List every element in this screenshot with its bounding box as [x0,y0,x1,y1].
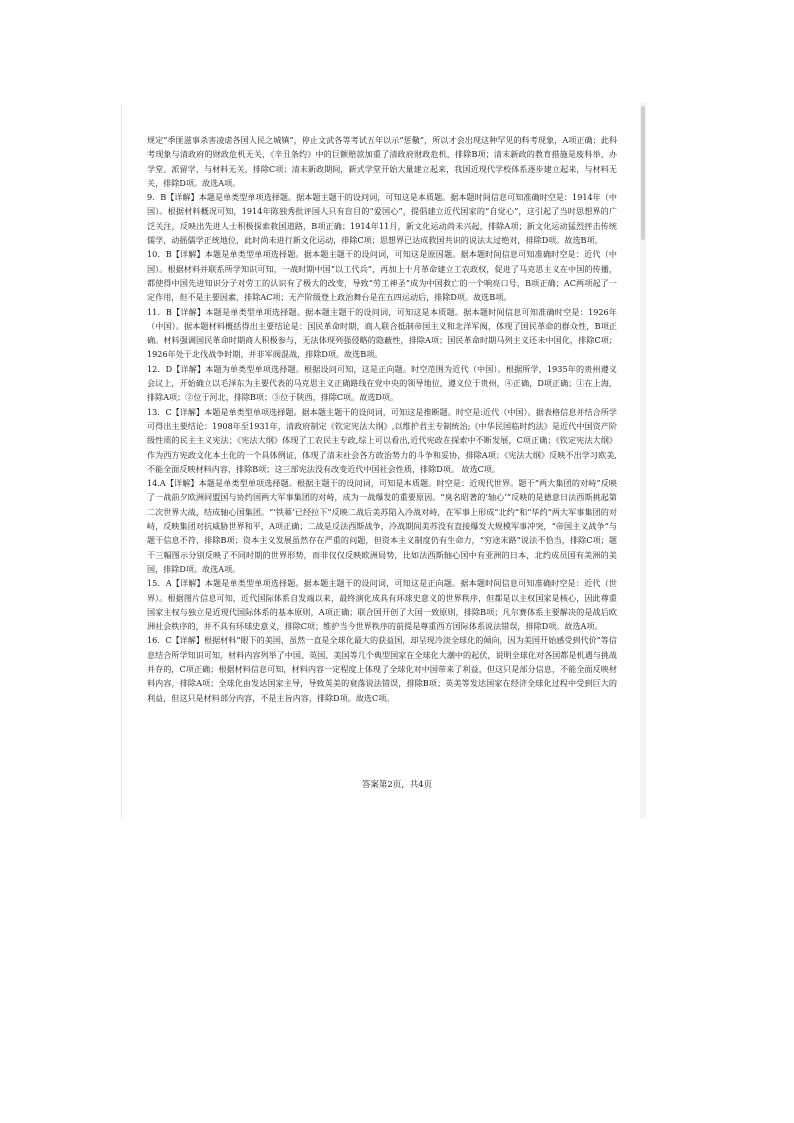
paragraph-13: 13．C【详解】本题是单类型单项选择题。据本题主题干的设问词，可知这是推断题。时空是:近代（中国）。据表格信息并结合所学可得出主要结论：1908年至1931年，清政府制定《钦定宪法大纲》,以维护君主专制统治;《中华民国临时约法》是近代中国资产阶级性质的民主主义宪法；《宪法大纲》体现了工农民主专政,综上可以看出,近代宪政在探索中不断发展，C项正确；《钦定宪法大纲》作为西方宪政文化本土化的一个具体例证，体现了清末社会各方政治势力的斗争和妥协，排除A项；《宪法大纲》反映不出学习欧美,不能全面反映材料内容，排除B项；这三部宪法没有改变近代中国社会性质，排除D项。 故选C项。 [147,406,617,474]
answer-text [147,133,617,705]
paragraph-10: 10．B【详解】本题是单类型单项选择题。据本题主题干的设问词，可知这是原因题。据本题时间信息可知准确时空是：近代（中国）。根据材料并联系所学知识可知，一战时期中国“以工代兵”，再加上十月革命建立工农政权，促进了马克思主义在中国的传播，都使得中国先进知识分子对劳工的认识有了极大的改变，导致“劳工神圣”成为中国救亡的一个响亮口号，B项正确；AC两项起了一定作用，但不是主要因素，排除AC项；无产阶级登上政治舞台是在五四运动后，排除D项。故选B项。 [147,249,617,303]
page-footer: 答案第2页，共4页 [361,780,433,790]
paragraph-12: 12．D【详解】本题为单类型单项选择题。根据设问可知，这是正向题。时空范围为近代（中国）。根据所学，1935年的贵州遵义会议上，开始确立以毛泽东为主要代表的马克思主义正确路线在党中央的领导地位，遵义位于贵州，④正确，D项正确；①在上海，排除A项；②位于河北，排除B项；③位于陕西，排除C项。故选D项。 [147,363,617,403]
paragraph-14: 14.A【详解】本题是单类型单项选择题。根据主题干的设问词，可知是本质题。时空是：近现代世界。题干“两大集团的对峙”反映了一战前夕欧洲同盟国与协约国两大军事集团的对峙，成为一战爆发的重要原因。“臭名昭著的‘轴心’”反映的是德意日法西斯挑起第二次世界大战，结成轴心国集团。“‘铁幕’已经拉下”反映二战后美苏陷入冷战对峙，在军事上形成“北约”和“华约”两大军事集团的对峙，反映集团对抗威胁世界和平，A项正确；二战是反法西斯战争，冷战期间美苏没有直接爆发大规模军事冲突，“帝国主义战争”与题干信息不符，排除B项；资本主义发展虽然存在严重的问题，但资本主义制度仍有生命力，“穷途末路”说法不恰当，排除C项；题干三幅图示分别反映了不同时期的世界形势，而非仅仅反映欧洲局势，比如法西斯轴心国中有亚洲的日本，北约成员国有美洲的美国，排除D项。故选A项。 [147,478,617,574]
scrollbar-thumb[interactable] [641,106,645,240]
paragraph-8-continued: 规定“季匪滋事杀害凌虐各国人民之城镇”，停止文武各等考试五年以示“惩儆”，所以才会出现这种罕见的科考现象，A项正确；此科考现象与清政府的财政危机无关，《辛丑条约》中的巨额赔款加重了清政府财政危机，排除B项；清末新政的教育措施是废科举、办学堂、派留学，与材料无关，排除C项；清末新政期间，新式学堂开始大量建立起来，我国近现代学校体系逐步建立起来，与材料无关，排除D项。故选A项。 [147,135,617,188]
paragraph-11: 11．B【详解】本题是单类型单项选择题。据本题主题干的设问词，可知这是本质题。据本题时间信息可知准确时空是：1926年（中国）。据本题材料概括得出主要结论是：国民革命时期，商人联合抵制帝国主义和北洋军阀，体现了国民革命的群众性，B项正确。材料强调国民革命时期商人积极参与，无法体现列强侵略的隐蔽性，排除A项；国民革命时期马列主义还未中国化，排除C项；1926年处于北伐战争时期，并非军阀混战，排除D项。故选B项。 [147,306,617,360]
paragraph-15: 15．A【详解】本题是单类型单项选择题。据本题主题干的设问词，可知这是正向题。据本题时间信息可知准确时空是：近代（世界）。根据图片信息可知，近代国际体系自发端以来，最终演化成具有环球史意义的世界秩序，但都是以主权国家是核心，因此尊重国家主权与独立是近现代国际体系的基本原则，A项正确；联合国开创了大国一致原则，排除B项；凡尔赛体系主要解决的是战后欧洲社会秩序的，并不具有环球史意义，排除C项；维护当今世界秩序的前提是尊重西方国际体系说法错误，排除D项。故选A项。 [147,578,617,632]
paragraph-16: 16．C【详解】根据材料“眼下的美国，虽然一直是全球化最大的获益国，却呈现冷淡全球化的倾向，因为美国开始感受到代价”等信息结合所学知识可知，材料内容列举了中国、英国、美国等几个典型国家在全球化大潮中的起伏，说明全球化对各国都是机遇与挑战并存的，C项正确；根据材料信息可知，材料内容一定程度上体现了全球化对中国带来了利益，但这只是部分信息，不能全面反映材料内容，排除A项；全球化由发达国家主导，导致英美的衰落说法错误，排除B项；英美等发达国家在经济全球化过程中受到巨大的利益，但这只是材料部分内容，不是主旨内容，排除D项。故选C项。 [147,635,617,703]
paragraph-9: 9．B【详解】本题是单类型单项选择题。据本题主题干的设问词，可知这是本质题。据本题时间信息可知准确时空是：1914年（中国）。根据材料概况可知，1914年陈独秀批评国人只有盲目的“爱国心”，提倡建立近代国家的“自觉心”，这引起了当时思想界的广泛关注，反映出先进人士积极探索救国道路，B项正确；1914年11月，新文化运动尚未兴起，排除A项；新文化运动猛烈抨击传统儒学，动摇儒学正统地位，此时尚未进行新文化运动，排除C项；思想界已达成救国共识的说法太过绝对，排除D项。故选B项。 [147,192,617,246]
